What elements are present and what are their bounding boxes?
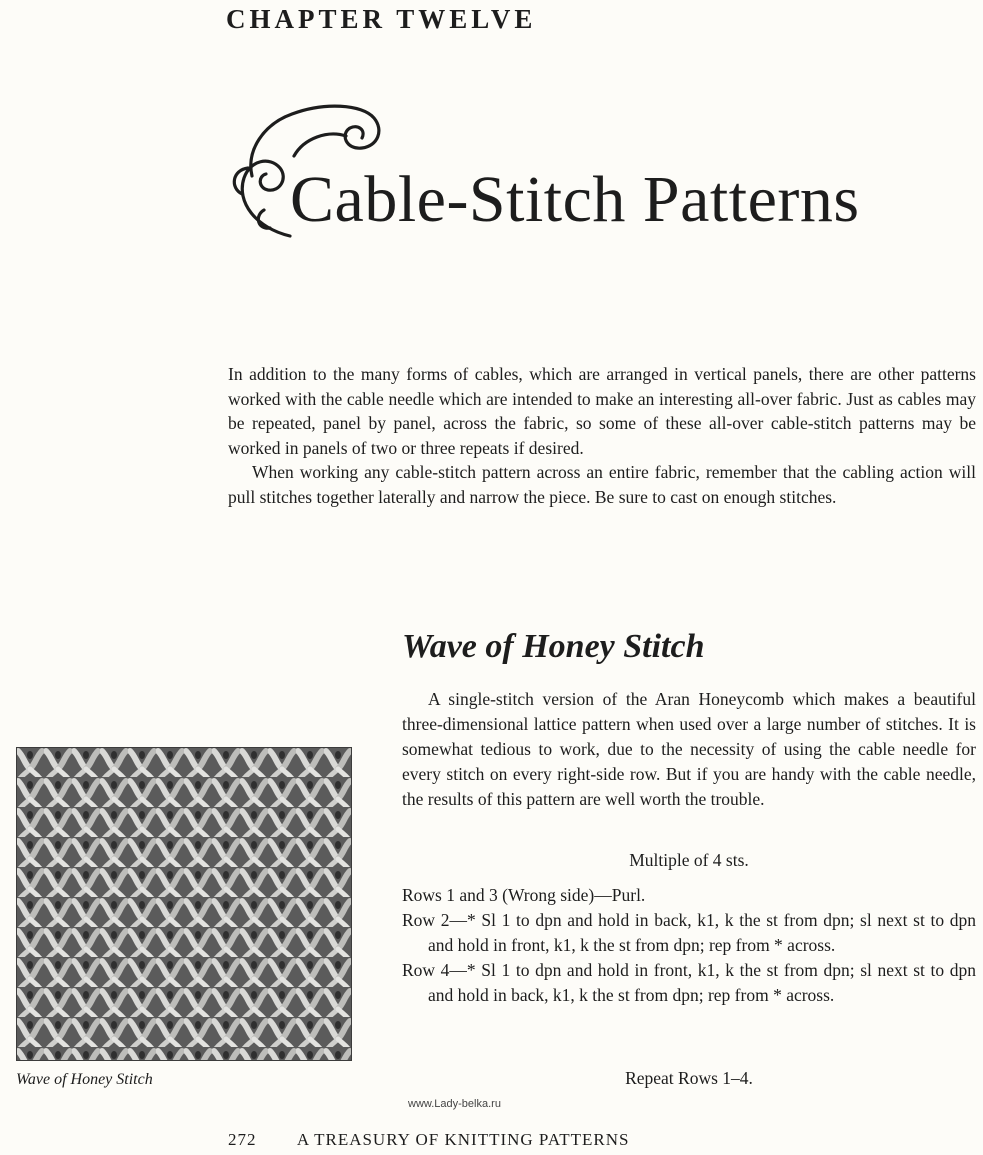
pattern-instructions (402, 883, 976, 1008)
intro-paragraph: In addition to the many forms of cables, which are arranged in vertical panels, there are other patterns worked with the cable needle which are intended to make an interesting all-over fabric. Just as cables may be repeated, panel by panel, across the fabric, so some of these all-over cable-stitch patterns may be worked in panels of two or three repeats if desired. (228, 364, 976, 458)
stitch-multiple: Multiple of 4 sts. (629, 850, 749, 870)
intro-paragraph: When working any cable-stitch pattern across an entire fabric, remember that the cabling action will pull stitches together laterally and narrow the piece. Be sure to cast on enough stitches. (228, 462, 976, 507)
swatch-texture (16, 747, 352, 1061)
intro-text (228, 362, 976, 509)
chapter-label: CHAPTER TWELVE (226, 4, 537, 34)
pattern-description: A single-stitch version of the Aran Honeycomb which makes a beautiful three-dimensional lattice pattern when used over a large number of stitches. It is somewhat tedious to work, due to the necessity of using the cable needle for every stitch on every right-side row. But if you are handy with the cable needle, the results of this pattern are well worth the trouble. (402, 689, 976, 809)
page-number: 272 (228, 1130, 257, 1149)
instruction-row: Row 2—* Sl 1 to dpn and hold in back, k1, k the st from dpn; sl next st to dpn and hold in front, k1, k the st from dpn; rep from * across. (402, 910, 976, 955)
repeat-instruction: Repeat Rows 1–4. (625, 1068, 753, 1088)
book-title: A TREASURY OF KNITTING PATTERNS (296, 1130, 630, 1149)
chapter-title: Cable-Stitch Patterns (290, 163, 860, 236)
instruction-row: Row 4—* Sl 1 to dpn and hold in front, k1, k the st from dpn; sl next st to dpn and hold in back, k1, k the st from dpn; rep from * across. (402, 960, 976, 1005)
watermark: www.Lady-belka.ru (408, 1098, 501, 1110)
pattern-title: Wave of Honey Stitch (402, 628, 705, 665)
knitting-swatch-photo (16, 747, 352, 1061)
photo-caption: Wave of Honey Stitch (16, 1071, 153, 1088)
page-footer (228, 1130, 629, 1150)
instruction-row: Rows 1 and 3 (Wrong side)—Purl. (402, 885, 646, 905)
